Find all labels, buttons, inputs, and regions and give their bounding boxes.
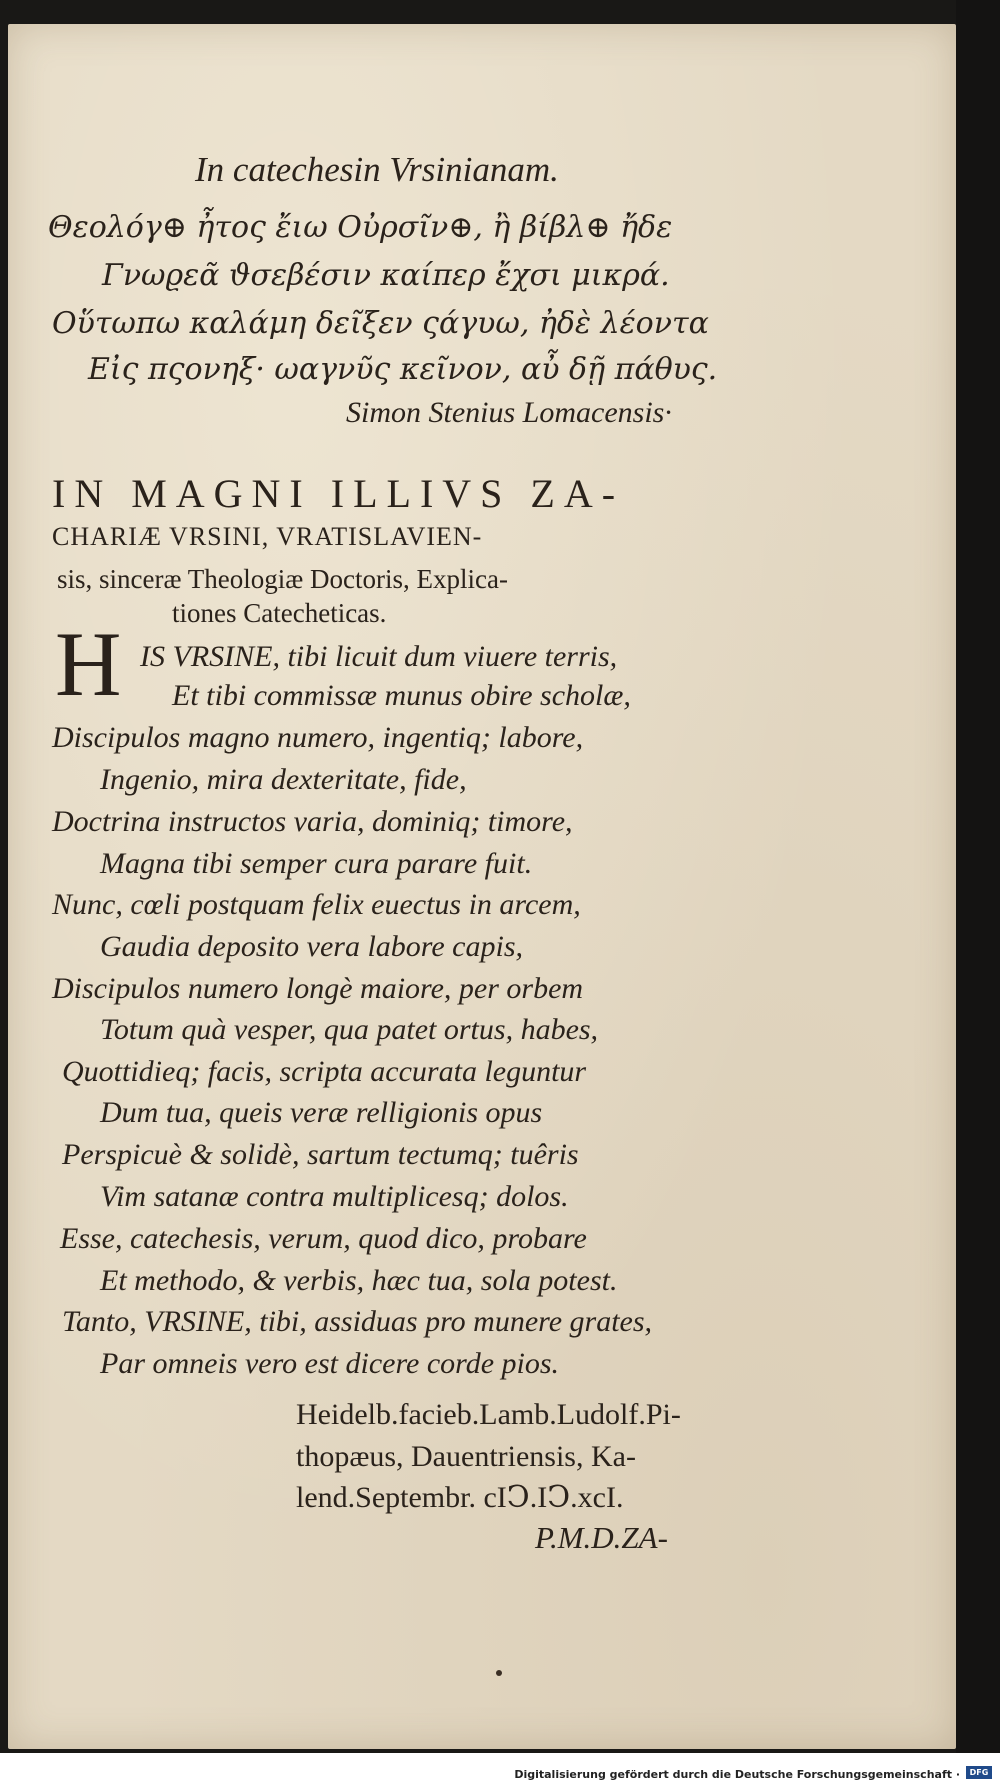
scan-right-edge [956, 0, 1000, 1753]
verse-line-17: Tanto, VRSINE, tibi, assiduas pro munere grates, [62, 1305, 653, 1338]
signature-stenius: Simon Stenius Lomacensis· [346, 396, 672, 429]
verse-line-18: Par omneis vero est dicere corde pios. [100, 1347, 560, 1380]
verse-line-16: Et methodo, & verbis, hæc tua, sola potest. [100, 1264, 618, 1297]
verse-line-10: Totum quà vesper, qua patet ortus, habes, [100, 1013, 599, 1046]
verse-line-12: Dum tua, queis veræ relligionis opus [100, 1096, 543, 1129]
heading-line-1: IN MAGNI ILLIVS ZA- [52, 471, 625, 516]
signature-pithopaeus-line-1: Heidelb.facieb.Lamb.Ludolf.Pi- [296, 1398, 681, 1431]
ink-speck [496, 1670, 502, 1676]
dfg-logo: DFG [966, 1766, 992, 1779]
verse-line-9: Discipulos numero longè maiore, per orbem [52, 972, 584, 1005]
verse-line-15: Esse, catechesis, verum, quod dico, probare [60, 1222, 587, 1255]
verse-line-4: Ingenio, mira dexteritate, fide, [100, 763, 467, 796]
heading-line-3: sis, sinceræ Theologiæ Doctoris, Explica- [57, 564, 508, 594]
signature-pithopaeus-line-2: thopæus, Dauentriensis, Ka- [296, 1440, 636, 1473]
verse-line-6: Magna tibi semper cura parare fuit. [100, 847, 533, 880]
verse-line-2: Et tibi commissæ munus obire scholæ, [172, 679, 631, 712]
dfg-credit-text: Digitalisierung gefördert durch die Deutsche Forschungsgemeinschaft · [514, 1768, 960, 1781]
verse-line-7: Nunc, cœli postquam felix euectus in arcem, [52, 888, 581, 921]
drop-cap: H [55, 613, 122, 715]
signature-pithopaeus-line-3: lend.Septembr. cIↃ.IↃ.xcI. [296, 1481, 624, 1514]
verse-line-8: Gaudia deposito vera labore capis, [100, 930, 524, 963]
catchword: P.M.D.ZA- [535, 1520, 668, 1555]
greek-line-3: Οὕτωπω καλάμη δεῖξεν ςάγυω, ἠδὲ λέοντα [52, 306, 709, 341]
verse-line-3: Discipulos magno numero, ingentiq; labore, [52, 721, 584, 754]
greek-line-2: Γνωϱεᾶ ϑσεβέσιν καίπερ ἔχσι μικρά. [102, 258, 670, 293]
verse-line-5: Doctrina instructos varia, dominiq; timore, [52, 805, 573, 838]
verse-line-1: IS VRSINE, tibi licuit dum viuere terris, [140, 640, 618, 673]
heading-line-4: tiones Catecheticas. [172, 598, 387, 628]
poem-title: In catechesin Vrsinianam. [195, 150, 559, 189]
verse-line-14: Vim satanæ contra multiplicesq; dolos. [100, 1180, 569, 1213]
greek-line-1: Θεολόγ⊕ ἦτος ἔιω Οὐρσῖν⊕, ἢ βίβλ⊕ ἤδε [48, 210, 673, 245]
greek-line-4: Εἰς πςονηξ· ωαγνῦς κεῖνον, αὖ δῇ πάθυς. [88, 352, 718, 387]
heading-line-2: CHARIÆ VRSINI, VRATISLAVIEN- [52, 522, 483, 551]
verse-line-11: Quottidieq; facis, scripta accurata leguntur [62, 1055, 587, 1088]
verse-line-13: Perspicuè & solidè, sartum tectumq; tuêris [62, 1138, 579, 1171]
